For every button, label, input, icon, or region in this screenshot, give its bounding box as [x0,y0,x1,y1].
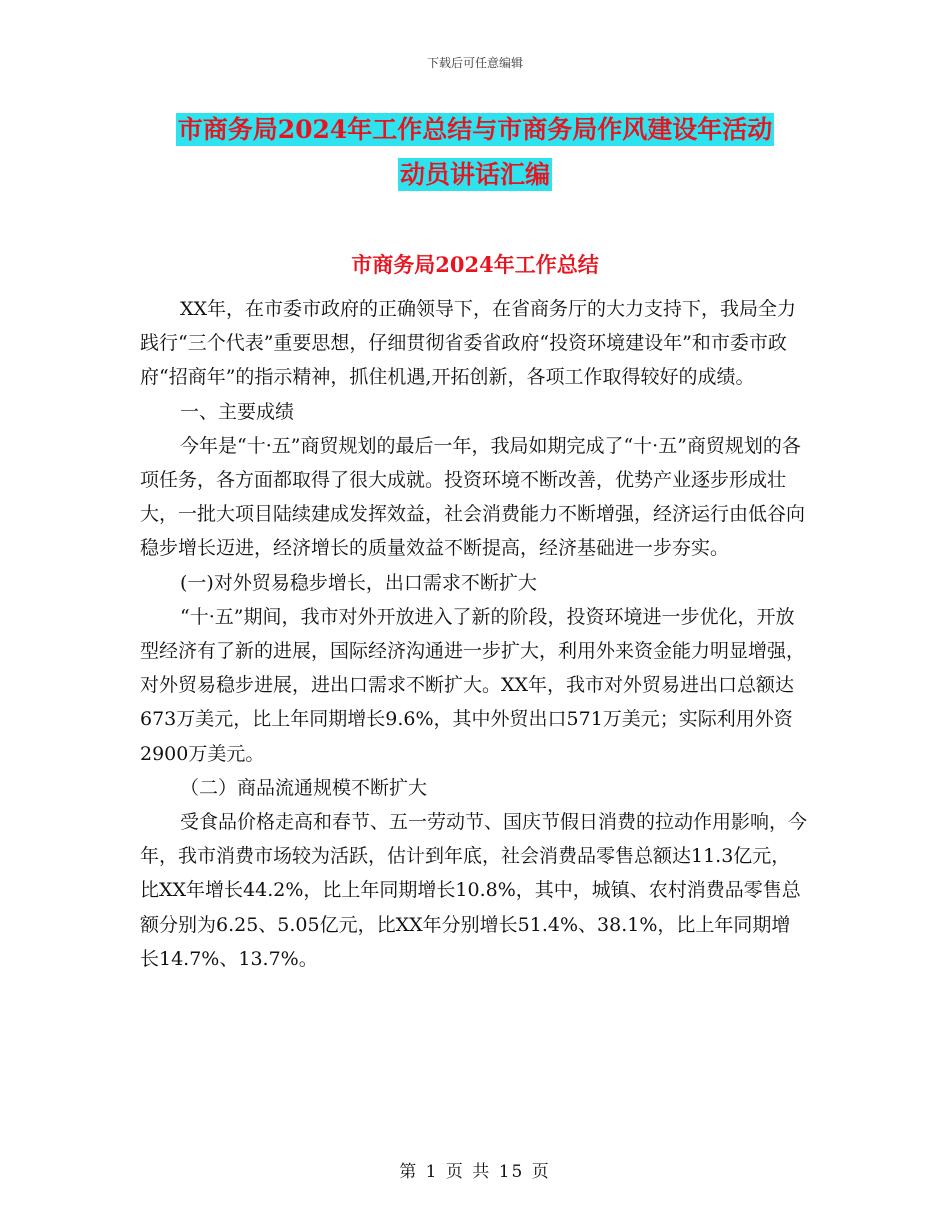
heading-commodity-circulation: （二）商品流通规模不断扩大 [180,776,428,799]
page-number: 第 1 页 共 15 页 [399,1162,551,1182]
heading-foreign-trade: (一)对外贸易稳步增长，出口需求不断扩大 [180,571,537,594]
document-title-text-1: 市商务局2024年工作总结与市商务局作风建设年活动 [177,115,773,144]
header-note: 下载后可任意编辑 [426,56,523,70]
paragraph-achievements: 今年是“十·五”商贸规划的最后一年，我局如期完成了“十·五”商贸规划的各项任务，各方面都取得了很大成就。投资环境不断改善，优势产业逐步形成壮大，一批大项目陆续建成发挥效益，社会消费能力不断增强，经济运行由低谷向稳步增长迈进，经济增长的质量效益不断提高，经济基础进一步夯实。 [140,434,806,560]
document-title-line-1 [0,113,950,147]
document-title-text-2: 动员讲话汇编 [399,160,550,189]
section-title: 市商务局2024年工作总结 [351,252,599,277]
paragraph-intro: XX年，在市委市政府的正确领导下，在省商务厅的大力支持下，我局全力践行“三个代表”重要思想，仔细贯彻省委省政府“投资环境建设年”和市委市政府“招商年”的指示精神，抓住机遇,开拓创新，各项工作取得较好的成绩。 [140,298,797,389]
heading-main-achievements: 一、主要成绩 [180,400,295,423]
document-body [140,292,808,976]
document-title-line-2 [0,158,950,192]
paragraph-foreign-trade: “十·五”期间，我市对外开放进入了新的阶段，投资环境进一步优化，开放型经济有了新的进展，国际经济沟通进一步扩大，利用外来资金能力明显增强，对外贸易稳步进展，进出口需求不断扩大。XX年，我市对外贸易进出口总额达673万美元，比上年同期增长9.6%，其中外贸出口571万美元；实际利用外资2900万美元。 [140,605,806,765]
paragraph-commodity-circulation: 受食品价格走高和春节、五一劳动节、国庆节假日消费的拉动作用影响，今年，我市消费市场较为活跃，估计到年底，社会消费品零售总额达11.3亿元，比XX年增长44.2%，比上年同期增长10.8%，其中，城镇、农村消费品零售总额分别为6.25、5.05亿元，比XX年分别增长51.4%、38.1%，比上年同期增长14.7%、13.7%。 [140,811,808,970]
